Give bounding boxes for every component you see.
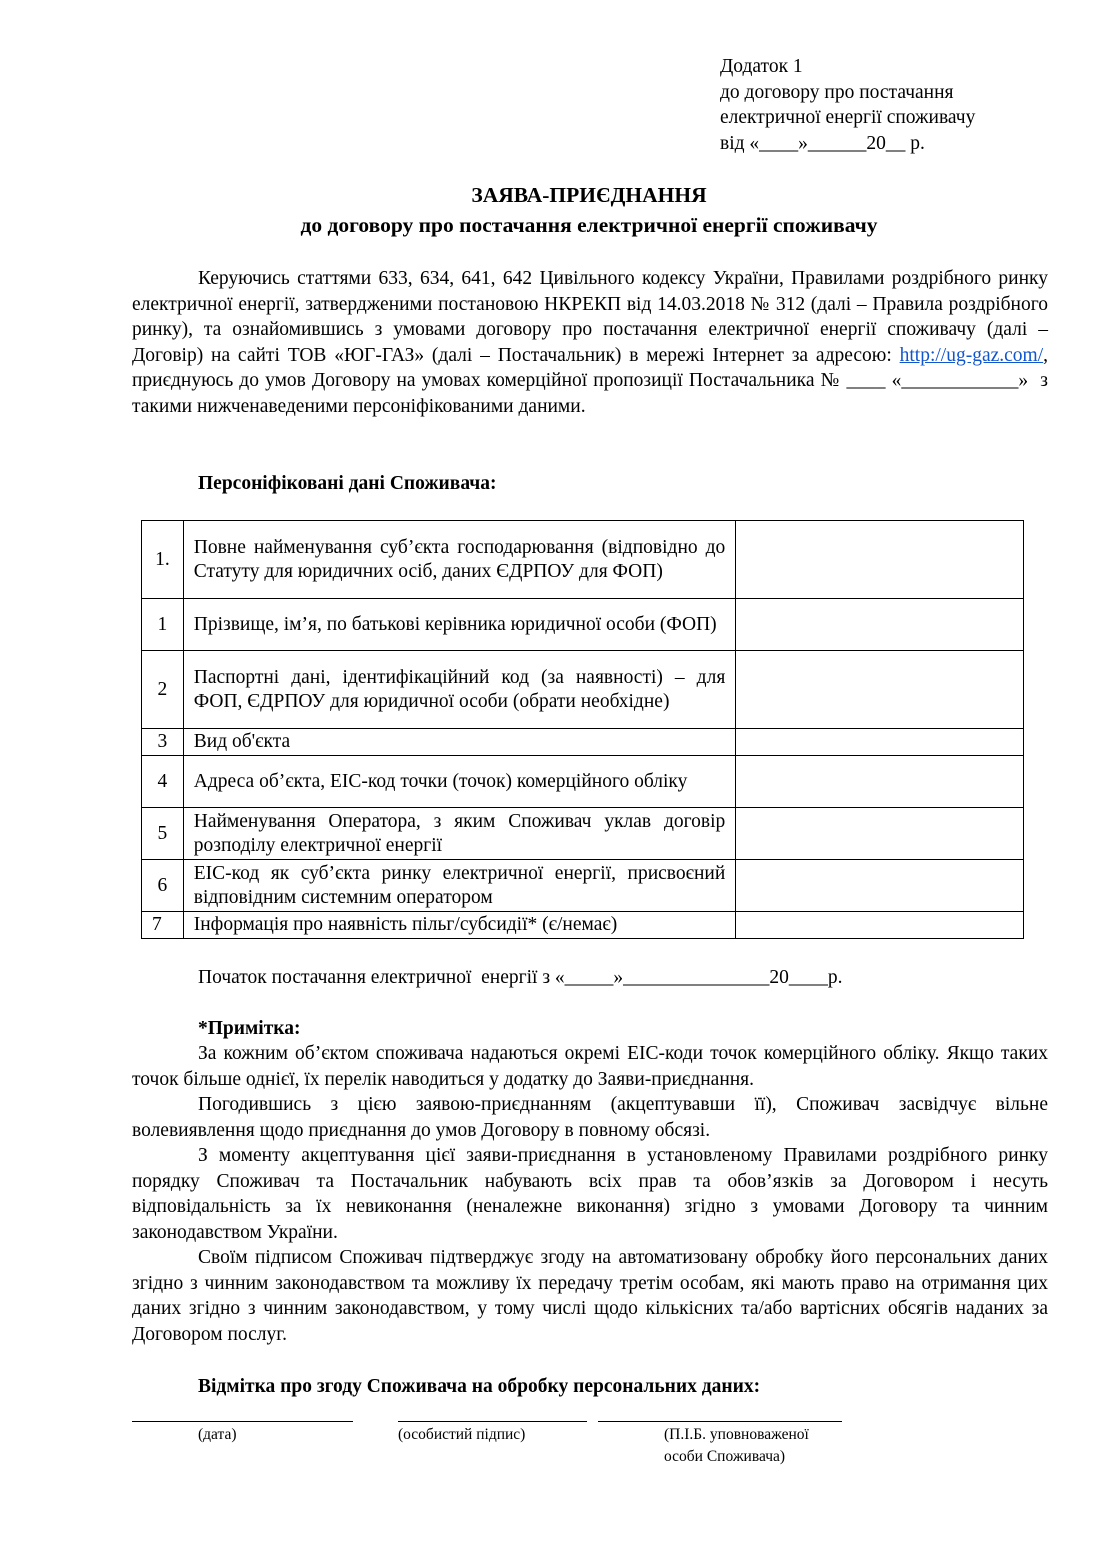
- note-paragraph: З моменту акцептування цієї заяви-приєднання в установленому Правилами роздрібного ринку порядку Споживач та Постачальник набувають всіх прав та обов’язків за Договором і несуть відповідальність за їх невиконання (неналежне виконання) згідно з умовами Договору та чинним законодавством України.: [132, 1145, 1048, 1243]
- row-label: ЕІС-код як суб’єкта ринку електричної енергії, присвоєний відповідним системним оператором: [183, 860, 736, 912]
- row-label: Паспортні дані, ідентифікаційний код (за наявності) – для ФОП, ЄДРПОУ для юридичної особи (обрати необхідне): [183, 651, 736, 729]
- intro-text: Керуючись статтями 633, 634, 641, 642 Цивільного кодексу України, Правилами роздрібного ринку електричної енергії, затвердженими постановою НКРЕКП від 14.03.2018 № 312 (далі – Правила роздрібного ринку), та ознайомившись з умовами договору про постачання електричної енергії споживачу (далі – Договір) на сайті ТОВ «ЮГ-ГАЗ» (далі – Постачальник) в мережі Інтернет за адресою:: [132, 268, 1053, 366]
- document-subtitle: до договору про постачання електричної енергії споживачу: [300, 213, 878, 237]
- addendum-line: Додаток 1: [720, 56, 803, 77]
- name-caption: (П.І.Б. уповноваженої: [664, 1426, 809, 1443]
- personal-data-heading: Персоніфіковані дані Споживача:: [198, 473, 497, 494]
- date-caption: (дата): [198, 1426, 237, 1443]
- addendum-line: електричної енергії споживачу: [720, 107, 976, 128]
- row-label: Прізвище, ім’я, по батькові керівника юридичної особи (ФОП): [183, 599, 736, 651]
- row-number: 1: [142, 599, 184, 651]
- row-value-cell[interactable]: [736, 521, 1024, 599]
- note-paragraph: За кожним об’єктом споживача надаються окремі ЕІС-коди точок комерційного обліку. Якщо таких точок більше однієї, їх перелік наводиться у додатку до Заяви-приєднання.: [132, 1043, 1048, 1090]
- addendum-block: [720, 54, 975, 156]
- row-label: Найменування Оператора, з яким Споживач уклав договір розподілу електричної енергії: [183, 808, 736, 860]
- row-label: Адреса об’єкта, ЕІС-код точки (точок) комерційного обліку: [183, 756, 736, 808]
- table-row: [142, 860, 1024, 912]
- table-row: [142, 808, 1024, 860]
- row-number: 3: [142, 729, 184, 756]
- row-number: 7: [142, 912, 184, 939]
- row-number: 2: [142, 651, 184, 729]
- row-label: Вид об'єкта: [183, 729, 736, 756]
- personal-signature-line[interactable]: [398, 1417, 587, 1422]
- row-label: Повне найменування суб’єкта господарювання (відповідно до Статуту для юридичних осіб, даних ЄДРПОУ для ФОП): [183, 521, 736, 599]
- row-value-cell[interactable]: [736, 651, 1024, 729]
- consent-heading: Відмітка про згоду Споживача на обробку персональних даних:: [198, 1376, 761, 1397]
- row-number: 4: [142, 756, 184, 808]
- row-label: Інформація про наявність пільг/субсидії* (є/немає): [183, 912, 736, 939]
- table-row: [142, 651, 1024, 729]
- row-number: 5: [142, 808, 184, 860]
- note-heading: *Примітка:: [198, 1018, 301, 1039]
- table-row: [142, 729, 1024, 756]
- row-value-cell[interactable]: [736, 912, 1024, 939]
- signature-caption: (особистий підпис): [398, 1426, 526, 1443]
- row-value-cell[interactable]: [736, 808, 1024, 860]
- date-signature-line[interactable]: [132, 1417, 353, 1422]
- name-signature-line[interactable]: [598, 1417, 842, 1422]
- row-value-cell[interactable]: [736, 599, 1024, 651]
- row-value-cell[interactable]: [736, 860, 1024, 912]
- intro-text-cont: , приєднуюсь до умов Договору на умовах комерційної пропозиції Постачальника № ____ «____________» з такими нижченаведеними персоніфікованими даними.: [132, 344, 1053, 417]
- table-row: [142, 912, 1024, 939]
- notes-block: [132, 1041, 1048, 1347]
- addendum-line: до договору про постачання: [720, 81, 954, 103]
- row-number: 1.: [142, 521, 184, 599]
- personal-data-table: [141, 520, 1024, 939]
- row-value-cell[interactable]: [736, 756, 1024, 808]
- table-row: [142, 599, 1024, 651]
- row-value-cell[interactable]: [736, 729, 1024, 756]
- website-link[interactable]: http://ug-gaz.com/: [899, 344, 1044, 366]
- note-paragraph: Погодившись з цією заявою-приєднанням (акцептувавши її), Споживач засвідчує вільне волевиявлення щодо приєднання до умов Договору в повному обсязі.: [132, 1094, 1048, 1141]
- table-row: [142, 756, 1024, 808]
- table-row: [142, 521, 1024, 599]
- row-number: 6: [142, 860, 184, 912]
- name-caption: особи Споживача): [664, 1448, 786, 1465]
- document-title: ЗАЯВА-ПРИЄДНАННЯ: [471, 183, 707, 207]
- note-paragraph: Своїм підписом Споживач підтверджує згоду на автоматизовану обробку його персональних даних згідно з чинним законодавством та можливу їх передачу третім особам, які мають право на отримання цих даних згідно з чинним законодавством, у тому числі щодо кількісних та/або вартісних обсягів наданих за Договором послуг.: [132, 1247, 1048, 1345]
- supply-start-line: Початок постачання електричної енергії з «_____»_______________20____р.: [198, 967, 843, 988]
- intro-paragraph: [132, 266, 1053, 419]
- addendum-date-line: від «____»______20__ р.: [720, 132, 925, 154]
